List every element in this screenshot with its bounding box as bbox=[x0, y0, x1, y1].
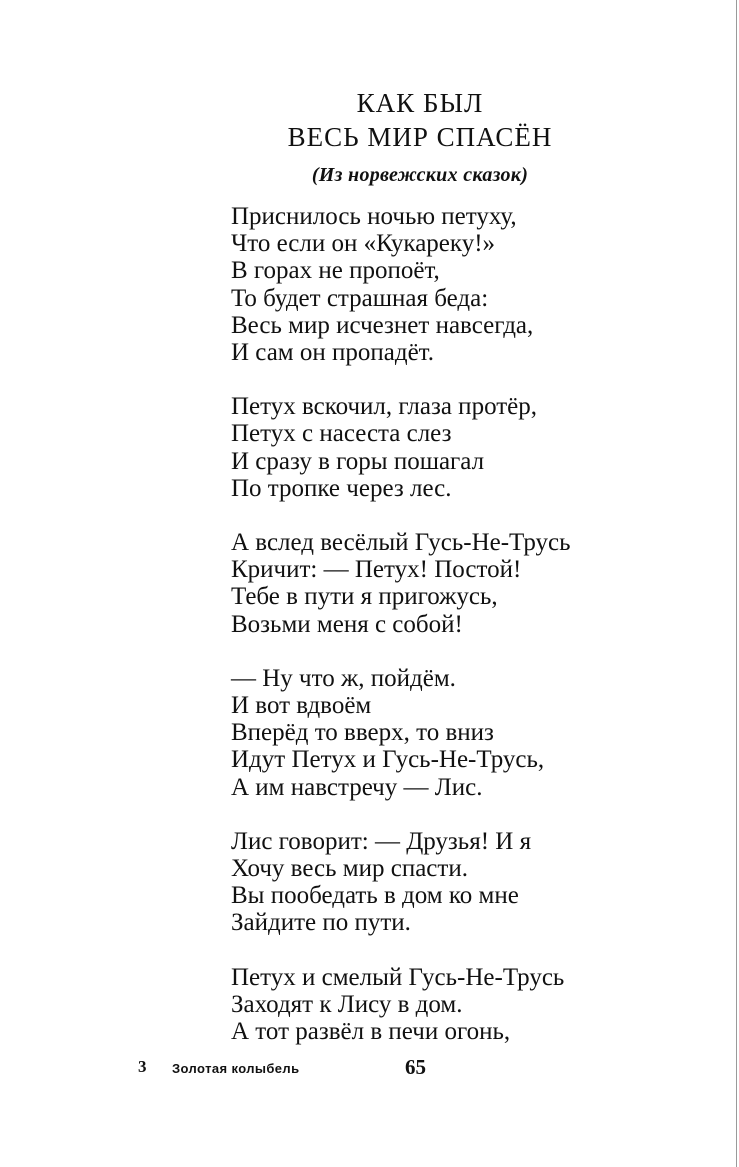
poem-line: — Ну что ж, пойдём. bbox=[231, 664, 456, 692]
title-line-2: ВЕСЬ МИР СПАСЁН bbox=[287, 122, 553, 152]
poem-line: Весь мир исчезнет навсегда, bbox=[231, 311, 534, 339]
stanza-1 bbox=[231, 203, 651, 366]
subtitle: (Из норвежских сказок) bbox=[311, 164, 529, 186]
page-edge-rule bbox=[736, 0, 737, 1167]
poem-line: Кричит: — Петух! Постой! bbox=[231, 556, 522, 584]
poem-line: В горах не пропоёт, bbox=[231, 257, 440, 285]
stanza-4 bbox=[231, 665, 651, 801]
stanza-5 bbox=[231, 828, 651, 937]
stanza-6 bbox=[231, 964, 651, 1046]
poem-line: Петух вскочил, глаза протёр, bbox=[231, 393, 538, 421]
signature-title: Золотая колыбель bbox=[172, 1061, 300, 1076]
poem-line: По тропке через лес. bbox=[231, 474, 452, 502]
poem-header bbox=[200, 86, 640, 187]
poem-line: Приснилось ночью петуху, bbox=[231, 203, 517, 230]
poem-body bbox=[231, 203, 651, 1072]
poem-line: Петух и смелый Гусь-Не-Трусь bbox=[231, 963, 565, 991]
poem-line: Петух с насеста слез bbox=[231, 420, 452, 448]
poem-line: Зайдите по пути. bbox=[231, 909, 411, 937]
page-footer bbox=[0, 1055, 739, 1081]
poem-line: Идут Петух и Гусь-Не-Трусь, bbox=[231, 746, 545, 774]
poem-line: И сам он пропадёт. bbox=[231, 339, 434, 367]
poem-line: А вслед весёлый Гусь-Не-Трусь bbox=[231, 529, 571, 557]
poem-line: А тот развёл в печи огонь, bbox=[231, 1018, 511, 1046]
poem-line: И вот вдвоём bbox=[231, 692, 372, 720]
poem-line: И сразу в горы пошагал bbox=[231, 447, 485, 475]
signature-number: 3 bbox=[138, 1057, 147, 1076]
stanza-3 bbox=[231, 529, 651, 638]
poem-line: Вперёд то вверх, то вниз bbox=[231, 719, 494, 747]
poem-line: Вы пообедать в дом ко мне bbox=[231, 882, 519, 910]
title-line-1: КАК БЫЛ bbox=[356, 88, 484, 118]
poem-line: А им навстречу — Лис. bbox=[231, 773, 483, 801]
poem-line: Тебе в пути я пригожусь, bbox=[231, 583, 498, 611]
poem-line: Возьми меня с собой! bbox=[231, 610, 463, 638]
poem-line: То будет страшная беда: bbox=[231, 284, 489, 312]
poem-line: Что если он «Кукареку!» bbox=[231, 230, 496, 258]
poem-line: Хочу весь мир спасти. bbox=[231, 855, 468, 883]
poem-line: Заходят к Лису в дом. bbox=[231, 990, 463, 1018]
page-number: 65 bbox=[405, 1055, 426, 1079]
stanza-2 bbox=[231, 393, 651, 502]
poem-line: Лис говорит: — Друзья! И я bbox=[231, 827, 532, 855]
